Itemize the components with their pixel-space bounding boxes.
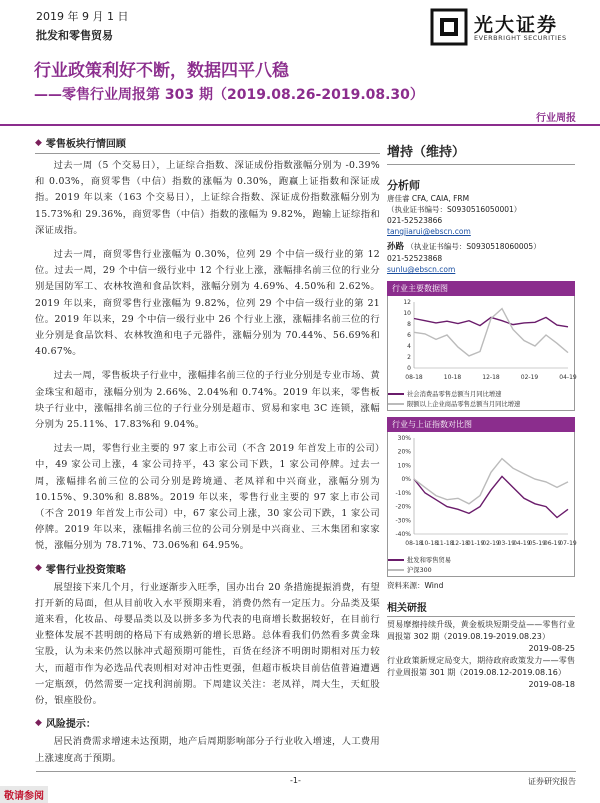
y-tick-label: 10 [403, 310, 411, 317]
legend-item [388, 556, 574, 566]
y-tick-label: -40% [395, 531, 411, 538]
y-tick-label: 0 [407, 365, 411, 372]
y-tick-label: 10% [397, 462, 411, 470]
analyst-cert: （执业证书编号：S0930516050001） [387, 205, 522, 214]
related-date: 2019-08-25 [528, 644, 575, 653]
x-tick-label: 12-18 [482, 374, 500, 381]
x-tick-label: 06-19 [543, 540, 562, 547]
heading-text: 风险提示： [45, 719, 96, 731]
header-divider [0, 124, 600, 126]
legend-swatch [388, 559, 404, 561]
analyst-phone: 021-52523868 [387, 254, 443, 263]
left-column [35, 131, 380, 773]
legend-label: 限额以上企业商品零售总额当月同比增速 [407, 401, 521, 408]
report-date: 2019 年 9 月 1 日 [36, 10, 129, 23]
related-report[interactable] [387, 619, 575, 691]
chart-legend [388, 556, 574, 576]
y-tick-label: 2 [407, 354, 411, 361]
analyst-phone: 021-52523866 [387, 216, 443, 225]
paragraph: 过去一周，商贸零售行业涨幅为 0.30%，位列 29 个中信一级行业的第 12 位。过去一周，29 个中信一级行业中 12 个行业上涨，涨幅排名前三位的行业分别是国防军工、农林牧渔和食品饮料，涨幅分别为 4.69%、4.50%和 2.62%。2019 年以来，商贸零售行业涨幅为 9.82%，位列 29 个中信一级行业的第 21 位。2019 年以来，29 个中信一级行业中 26 个行业上涨，涨幅排名前三位的行业分别是食品饮料、农林牧渔和电子元器件，涨幅分别为 70.44%、56.69%和 40.67%。 [35, 249, 380, 358]
x-tick-label: 12-18 [451, 540, 469, 547]
brand-logo [430, 8, 575, 46]
y-tick-label: -30% [395, 517, 411, 525]
report-type: 行业周报 [536, 113, 576, 124]
page-number: -1- [290, 776, 301, 785]
y-tick-label: 8 [407, 321, 411, 328]
section-heading [35, 135, 380, 150]
chart-box [387, 296, 575, 411]
right-column [387, 131, 575, 691]
footer-divider [36, 771, 576, 772]
chart-legend [388, 390, 574, 410]
legend-item [388, 400, 574, 410]
series-line-0 [414, 476, 568, 517]
y-tick-label: 0% [401, 476, 411, 484]
legend-item [388, 390, 574, 400]
chart-title: 行业主要数据图 [387, 281, 575, 296]
analyst-name: 孙路 [387, 242, 405, 252]
chart-title: 行业与上证指数对比图 [387, 417, 575, 432]
y-tick-label: 12 [403, 299, 411, 306]
chart-box [387, 432, 575, 577]
heading-text: 零售行业投资策略 [45, 564, 126, 576]
legend-label: 沪深300 [407, 567, 432, 574]
paragraph: 过去一周，零售板块子行业中，涨幅排名前三位的子行业分别是专业市场、黄金珠宝和超市，涨幅分别为 2.66%、2.04%和 0.74%。2019 年以来，零售板块子行业中，涨幅排名前三位的子行业分别是超市、贸易和家电 3C 连锁，涨幅分别为 25.11%、17.83%和 9.04%。 [35, 370, 380, 431]
legend-label: 批发和零售贸易 [407, 557, 452, 564]
x-tick-label: 04-19 [559, 374, 577, 381]
logo-cn: 光大证券 [474, 14, 559, 36]
diamond-icon: ◆ [35, 137, 42, 148]
x-tick-label: 02-19 [482, 540, 500, 547]
y-tick-label: 20% [397, 448, 411, 456]
rating: 增持（维持） [387, 145, 466, 160]
analyst-name: 唐佳睿 CFA, CAIA, FRM [387, 194, 470, 203]
legend-item [388, 566, 574, 576]
legend-label: 社会消费品零售总额当月同比增速 [407, 391, 502, 398]
series-line-1 [414, 459, 568, 504]
y-tick-label: 6 [407, 332, 411, 339]
paragraph: 过去一周（5 个交易日），上证综合指数、深证成份指数涨幅分别为 -0.39%和 0.03%，商贸零售（中信）指数的涨幅为 0.30%，跑赢上证指数和深证成指。2019 年以来（163 个交易日），上证综合指数、深证成份指数涨幅分别为 15.73%和 29.36%，商贸零售（中信）指数的涨幅为 9.82%，跑输上证综指和深证成指。 [35, 160, 380, 236]
x-tick-label: 01-19 [466, 540, 485, 547]
legend-swatch [388, 569, 404, 571]
series-line-1 [414, 309, 568, 356]
analyst-heading: 分析师 [387, 179, 420, 192]
diamond-icon: ◆ [35, 717, 42, 728]
related-date: 2019-08-18 [528, 680, 575, 689]
analyst-cert: （执业证书编号：S0930518060005） [406, 242, 541, 251]
x-tick-label: 11-18 [436, 540, 454, 547]
paragraph: 展望接下来几个月，行业逐渐步入旺季，国办出台 20 条措施提振消费，有望打开新的局面，但从目前收入水平预期来看，消费仍然有一定压力。分品类及渠道来看，化妆品、母婴品类以及以拼多多为代表的电商增长数据较好，在目前行业整体发展不甚明朗的格局下有成熟新的增长思路。总体看我们仍然看多黄金珠宝股，认为未来仍然以脉冲式超预期可能性，百货在经济不明朗时期相对压力较大，而超市作为必选品代表则相对对冲击性更强，但超市板块目前估值普遍遭遇一定瓶颈，仍然需要一定找利润前期。下周建议关注：老凤祥，周大生，天虹股份，银座股份。 [35, 581, 380, 707]
logo-en: EVERBRIGHT SECURITIES [474, 34, 567, 42]
paragraph: 过去一周，零售行业主要的 97 家上市公司（不含 2019 年首发上市的公司）中，49 家公司上涨，4 家公司持平，43 家公司下跌，1 家公司停牌。过去一周，涨幅排名前三位的公司分别是跨境通、老凤祥和中兴商业，涨幅分别为 10.15%、9.30%和 8.88%。2019 年以来，零售行业主要的 97 家上市公司（不含 2019 年首发上市公司）中，67 家公司上涨，30 家公司下跌，1 家公司停牌。2019 年以来，涨幅排名前三位的公司分别是中兴商业、三木集团和家家悦，涨幅分别为 78.71%、73.06%和 64.95%。 [35, 443, 380, 552]
divider [35, 153, 380, 154]
y-tick-label: -20% [395, 503, 411, 511]
x-tick-label: 07-19 [559, 540, 577, 547]
x-tick-label: 10-18 [443, 374, 462, 381]
y-tick-label: -10% [395, 489, 411, 497]
index-compare-chart [388, 432, 577, 550]
industry-data-chart [388, 296, 577, 384]
y-tick-label: 4 [407, 343, 411, 350]
heading-text: 零售板块行情回顾 [45, 139, 126, 150]
section-heading [35, 715, 380, 730]
footer-label: 证券研究报告 [528, 777, 576, 786]
x-tick-label: 05-19 [528, 540, 546, 547]
analyst-email[interactable]: sunlu@ebscn.com [387, 265, 456, 274]
report-subtitle: ——零售行业周报第 303 期（2019.08.26-2019.08.30） [34, 87, 424, 103]
y-tick-label: 30% [397, 435, 411, 442]
analyst-email[interactable]: tangjiarui@ebscn.com [387, 227, 471, 236]
analyst-block [387, 193, 575, 275]
divider [387, 164, 575, 165]
x-tick-label: 10-18 [420, 540, 439, 547]
watermark: 敬请参阅 [0, 786, 48, 803]
legend-swatch [388, 403, 404, 405]
report-title: 行业政策利好不断，数据四平八稳 [34, 61, 289, 81]
divider [387, 616, 575, 617]
paragraph: 居民消费需求增速未达预期，地产后周期影响部分子行业收入增速，人工费用上涨速度高于预期。 [35, 736, 380, 764]
x-tick-label: 04-19 [513, 540, 531, 547]
industry-section: 批发和零售贸易 [36, 29, 113, 42]
section-heading [35, 561, 380, 576]
logo-icon [430, 8, 470, 46]
x-tick-label: 08-18 [405, 374, 423, 381]
related-heading: 相关研报 [387, 603, 427, 614]
data-source: 资料来源：Wind [387, 581, 444, 590]
x-tick-label: 02-19 [520, 374, 539, 381]
legend-swatch [388, 393, 404, 395]
x-tick-label: 08-18 [405, 540, 423, 547]
related-title[interactable]: 行业政策新规定局变大，期待政府政策发力——零售行业周报第 301 期（2019.08.12-2019.08.16） [387, 656, 575, 677]
x-tick-label: 03-19 [497, 540, 516, 547]
diamond-icon: ◆ [35, 563, 42, 574]
related-title[interactable]: 贸易摩擦持续升级，黄金板块短期受益——零售行业周报第 302 期（2019.08.19-2019.08.23） [387, 620, 575, 641]
